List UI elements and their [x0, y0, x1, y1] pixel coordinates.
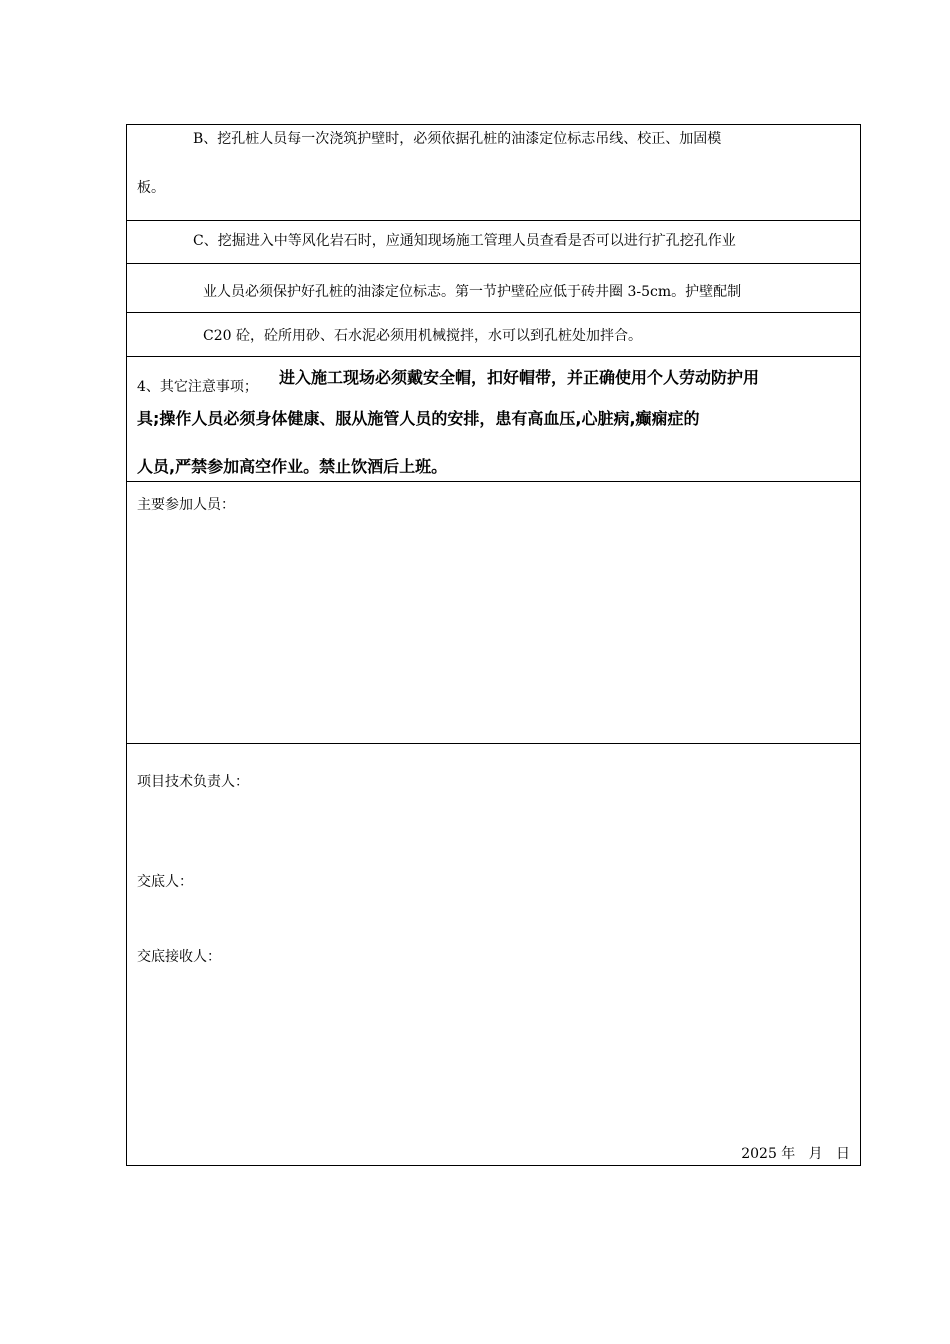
presenter-label: 交底人：: [137, 874, 193, 890]
other-notes-line2: 具;操作人员必须身体健康、服从施管人员的安排，患有高血压,心脏病,癫痫症的: [137, 409, 700, 428]
tech-lead-label: 项目技术负责人：: [137, 774, 249, 790]
other-notes-line3: 人员,严禁参加高空作业。禁止饮酒后上班。: [137, 457, 448, 476]
row-section-b: [127, 125, 860, 220]
receiver-label: 交底接收人：: [137, 949, 221, 965]
row-other-notes: [127, 356, 860, 481]
row-section-c-2: [127, 263, 860, 312]
row-section-c-1: [127, 220, 860, 263]
participants-label: 主要参加人员：: [137, 497, 235, 513]
section-c-line1: C、挖掘进入中等风化岩石时，应通知现场施工管理人员查看是否可以进行扩孔挖孔作业: [193, 233, 736, 249]
row-signatures: [127, 743, 860, 1167]
row-section-c-3: [127, 312, 860, 356]
other-notes-line1: 进入施工现场必须戴安全帽，扣好帽带，并正确使用个人劳动防护用: [279, 368, 760, 387]
section-c-line3: C20 砼，砼所用砂、石水泥必须用机械搅拌，水可以到孔桩处加拌合。: [203, 328, 642, 344]
row-participants: [127, 481, 860, 743]
section-c-line2: 业人员必须保护好孔桩的油漆定位标志。第一节护壁砼应低于砖井圈 3-5cm。护壁配制: [203, 284, 742, 300]
signature-date: 2025 年 月 日: [741, 1146, 850, 1162]
section-b-line2: 板。: [137, 180, 165, 196]
section-b-line1: B、挖孔桩人员每一次浇筑护壁时，必须依据孔桩的油漆定位标志吊线、校正、加固模: [193, 131, 722, 147]
disclosure-table: [126, 124, 861, 1166]
other-notes-label: 4、其它注意事项；: [137, 379, 258, 395]
